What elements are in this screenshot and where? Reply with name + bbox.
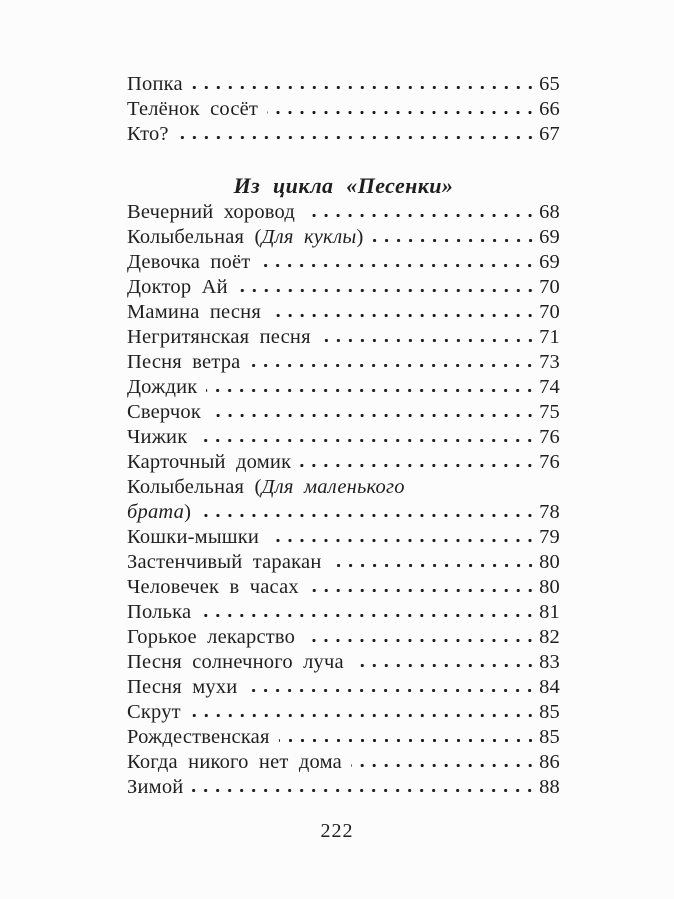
toc-entry-title (127, 425, 187, 450)
toc-entry-page: 67 (539, 123, 560, 145)
toc-entry-title (127, 525, 259, 550)
dot-leader (237, 288, 539, 293)
toc-entry-title (127, 122, 169, 147)
toc-entry-page: 68 (539, 201, 560, 223)
toc-entry-text: Застенчивый таракан (127, 551, 322, 573)
toc-entry-title (127, 375, 197, 400)
toc-entry-page: 65 (539, 73, 560, 95)
toc-entry-text: Скрут (127, 701, 181, 723)
toc-entry-text: Песня ветра (127, 351, 241, 373)
dot-leader (279, 738, 539, 743)
toc-entry-text: Негритянская песня (127, 326, 311, 348)
toc-entry-page: 80 (539, 551, 560, 573)
table-of-contents (127, 72, 560, 800)
toc-entry-text: Песня солнечного луча (127, 651, 344, 673)
toc-entry-page: 84 (539, 676, 560, 698)
dot-leader (373, 238, 540, 243)
toc-entry-page: 76 (539, 451, 560, 473)
toc-row (127, 600, 560, 625)
toc-entry-text: Карточный домик (127, 451, 292, 473)
toc-row (127, 550, 560, 575)
toc-entry-text: Сверчок (127, 401, 201, 423)
toc-entry-title (127, 200, 295, 225)
toc-row (127, 225, 560, 250)
toc-row (127, 97, 560, 122)
toc-entry-page: 82 (539, 626, 560, 648)
toc-entry-title (127, 500, 191, 525)
toc-row (127, 650, 560, 675)
toc-row (127, 350, 560, 375)
toc-entry-page: 88 (539, 776, 560, 798)
toc-entry-text: Кошки-мышки (127, 526, 260, 548)
toc-entry-text: Зимой (127, 776, 184, 798)
toc-entry-page: 74 (539, 376, 560, 398)
dot-leader (304, 638, 539, 643)
toc-row (127, 625, 560, 650)
toc-entry-page: 79 (539, 526, 560, 548)
dot-leader (192, 85, 539, 90)
toc-entry-page: 81 (539, 601, 560, 623)
dot-leader (351, 763, 539, 768)
dot-leader (300, 463, 539, 468)
toc-entry-title (127, 300, 261, 325)
section-heading: Из цикла «Песенки» (233, 173, 454, 198)
toc-entry-title (127, 225, 364, 250)
toc-entry-text: Дождик (127, 376, 198, 398)
toc-row (127, 500, 560, 525)
toc-row (127, 72, 560, 97)
toc-entry-text: Вечерний хоровод (127, 201, 296, 223)
toc-entry-text: ) (184, 501, 192, 523)
toc-entry-title (127, 97, 258, 122)
toc-row (127, 450, 560, 475)
toc-row (127, 300, 560, 325)
toc-entries-top (127, 72, 560, 147)
toc-row (127, 775, 560, 800)
toc-entry-title (127, 250, 250, 275)
toc-entry-text: Мамина песня (127, 301, 261, 323)
dot-leader (246, 688, 539, 693)
toc-row (127, 425, 560, 450)
dot-leader (249, 363, 539, 368)
dot-leader (178, 135, 539, 140)
dot-leader (268, 538, 539, 543)
toc-entry-title (127, 475, 405, 500)
toc-entry-title (127, 750, 342, 775)
dot-leader (267, 110, 539, 115)
toc-entry-text: ) (356, 226, 364, 248)
toc-entry-title (127, 650, 344, 675)
toc-row (127, 122, 560, 147)
toc-entry-text: Полька (127, 601, 192, 623)
toc-entry-page: 69 (539, 226, 560, 248)
toc-entry-title (127, 325, 311, 350)
dot-leader (190, 713, 539, 718)
toc-row (127, 200, 560, 225)
toc-row (127, 575, 560, 600)
dot-leader (331, 563, 540, 568)
dot-leader (320, 338, 539, 343)
toc-row (127, 750, 560, 775)
toc-entry-title (127, 700, 181, 725)
toc-entry-text: Человечек в часах (127, 576, 299, 598)
toc-entry-title (127, 350, 240, 375)
toc-row (127, 675, 560, 700)
toc-entry-page: 86 (539, 751, 560, 773)
toc-row (127, 400, 560, 425)
toc-entry-text: Колыбельная ( (127, 226, 262, 248)
toc-entry-text: Девочка поёт (127, 251, 251, 273)
toc-entry-title (127, 72, 183, 97)
toc-entry-text: Телёнок сосёт (127, 98, 259, 120)
dot-leader (200, 613, 539, 618)
toc-entry-title (127, 625, 295, 650)
toc-entry-page: 83 (539, 651, 560, 673)
toc-entry-text: Кто? (127, 123, 169, 145)
dot-leader (304, 213, 539, 218)
toc-entry-text: Рождественская (127, 726, 270, 748)
toc-entry-page: 71 (539, 326, 560, 348)
toc-row (127, 275, 560, 300)
dot-leader (196, 438, 539, 443)
toc-entry-title (127, 775, 183, 800)
toc-entry-page: 78 (539, 501, 560, 523)
page-number: 222 (320, 820, 354, 842)
toc-entry-page: 75 (539, 401, 560, 423)
toc-entry-page: 76 (539, 426, 560, 448)
toc-entry-title (127, 275, 228, 300)
toc-entry-title (127, 575, 299, 600)
toc-entry-page: 69 (539, 251, 560, 273)
toc-entry-text: Песня мухи (127, 676, 238, 698)
dot-leader (308, 588, 539, 593)
dot-leader (210, 413, 539, 418)
toc-entry-page: 85 (539, 726, 560, 748)
toc-entry-text: Попка (127, 73, 183, 95)
toc-entry-page: 70 (539, 301, 560, 323)
dot-leader (200, 513, 539, 518)
toc-entry-text-italic: Для куклы (261, 226, 357, 248)
dot-leader (192, 788, 539, 793)
toc-entry-title (127, 550, 322, 575)
toc-entry-text-italic: Для маленького (261, 476, 405, 498)
toc-entry-page: 73 (539, 351, 560, 373)
toc-entry-text: Когда никого нет дома (127, 751, 342, 773)
toc-entry-page: 70 (539, 276, 560, 298)
toc-entry-text: Колыбельная ( (127, 476, 262, 498)
toc-row (127, 725, 560, 750)
toc-entry-title (127, 400, 201, 425)
dot-leader (353, 663, 539, 668)
toc-row (127, 375, 560, 400)
toc-entries-main (127, 200, 560, 800)
dot-leader (259, 263, 539, 268)
toc-entry-page: 85 (539, 701, 560, 723)
toc-row (127, 525, 560, 550)
toc-entry-title (127, 600, 191, 625)
toc-entry-title (127, 675, 237, 700)
toc-entry-text: Доктор Ай (127, 276, 228, 298)
dot-leader (270, 313, 539, 318)
toc-entry-text: Горькое лекарство (127, 626, 296, 648)
toc-row (127, 700, 560, 725)
dot-leader (206, 388, 539, 393)
toc-row (127, 250, 560, 275)
toc-entry-page: 66 (539, 98, 560, 120)
toc-entry-title (127, 450, 291, 475)
toc-entry-title (127, 725, 270, 750)
toc-entry-page: 80 (539, 576, 560, 598)
toc-row (127, 475, 560, 500)
toc-row (127, 325, 560, 350)
toc-entry-text-italic: брата (127, 501, 185, 523)
toc-entry-text: Чижик (127, 426, 188, 448)
